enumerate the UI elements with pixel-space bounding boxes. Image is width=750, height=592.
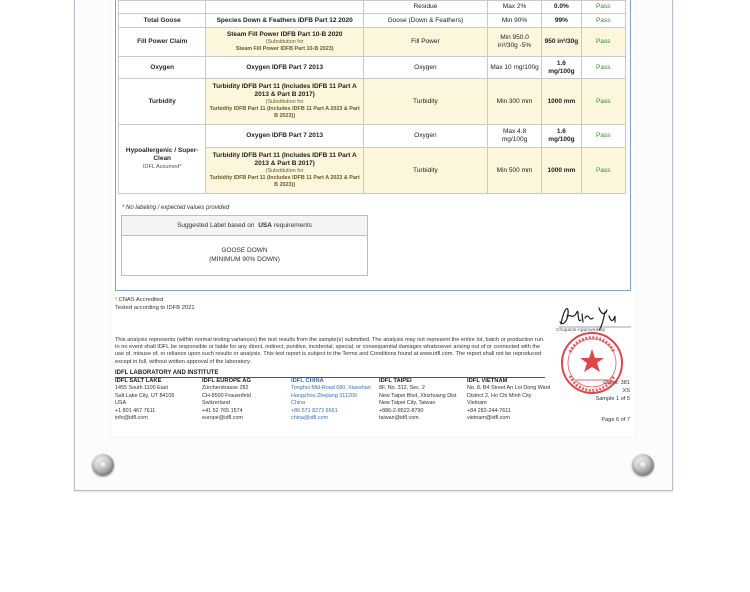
requirement-cell: Min 950.0 in³/30g -5% bbox=[487, 28, 542, 57]
method-cell: Turbidity IDFB Part 11 (Includes IDFB 11 Part A 2013 & Part B 2017) (Substitution for Turbidity IDFB Part 11 (Includes IDFB 11 Part A 2023 & Part B 2023)) bbox=[206, 148, 364, 194]
status-cell: Pass bbox=[581, 79, 625, 125]
parameter-cell: Fill Power bbox=[363, 28, 487, 57]
table-row bbox=[119, 1, 626, 14]
accreditation-note: ¹ CNAS Accredited Tested according to IDFB 2021 bbox=[115, 297, 195, 311]
footnote: * No labeling / expected values provided bbox=[122, 205, 230, 211]
table-row bbox=[119, 28, 626, 57]
requirement-cell: Min 300 mm bbox=[487, 79, 542, 125]
parameter-cell: Oxygen bbox=[363, 57, 487, 79]
mount-screw-left bbox=[92, 454, 114, 476]
requirement-cell: Min 90% bbox=[487, 14, 542, 28]
status-cell: Pass bbox=[581, 125, 625, 148]
office-taipei: IDFL TAIPEI 8F, No. 312, Sec. 2 New Taipei Blvd, Xinzhuang Dist New Taipei City, Taiwan +886-2-8522-8790 taiwan@idfl.com bbox=[379, 378, 457, 422]
method-cell: Species Down & Feathers IDFB Part 12 2020 bbox=[206, 14, 364, 28]
method-cell: Oxygen IDFB Part 7 2013 bbox=[206, 125, 364, 148]
test-name: Oxygen bbox=[119, 57, 206, 79]
requirement-cell: Max 2% bbox=[487, 1, 542, 14]
table-row bbox=[119, 14, 626, 28]
parameter-cell: Turbidity bbox=[363, 79, 487, 125]
suggested-label-text: GOOSE DOWN (MINIMUM 90% DOWN) bbox=[209, 247, 280, 263]
result-cell: 1.6 mg/100g bbox=[542, 57, 581, 79]
method-cell: Steam Fill Power IDFB Part 10-B 2020 (Substitution for Steam Fill Power IDFB Part 10-B 2023) bbox=[206, 28, 364, 57]
table-row bbox=[119, 57, 626, 79]
requirement-cell: Min 500 mm bbox=[487, 148, 542, 194]
parameter-cell: Oxygen bbox=[363, 125, 487, 148]
disclaimer-text: This analysis represents (within normal testing variances) the test results from the sample(s) submitted. The analysis may not represent the entire lot, batch or production run. In no event shall IDFL be responsible or liable for any direct, indirect, punitive, incidental, special, or consequential damages whatsoever arising out of or connected with the use of, misuse of, or reliance upon such results or analysis. This test report is subject to the Terms and Conditions found at www.idfl.com. The report shall not be reproduced except in full, without written approval of the laboratory. bbox=[115, 337, 545, 365]
test-name: Fill Power Claim bbox=[119, 28, 206, 57]
result-cell: 1.6 mg/100g bbox=[542, 125, 581, 148]
parameter-cell: Turbidity bbox=[363, 148, 487, 194]
approval-stamp-icon bbox=[556, 330, 632, 396]
requirement-cell: Max 4.8 mg/100g bbox=[487, 125, 542, 148]
mount-screw-right bbox=[632, 454, 654, 476]
status-cell: Pass bbox=[581, 28, 625, 57]
status-cell: Pass bbox=[581, 1, 625, 14]
results-table bbox=[118, 0, 626, 194]
status-cell: Pass bbox=[581, 57, 625, 79]
result-cell: 950 in³/30g bbox=[542, 28, 581, 57]
table-row bbox=[119, 125, 626, 148]
institute-title: IDFL LABORATORY AND INSTITUTE bbox=[115, 370, 545, 378]
result-cell: 0.0% bbox=[542, 1, 581, 14]
page-number: Page 6 of 7 bbox=[601, 417, 630, 423]
method-cell: Oxygen IDFB Part 7 2013 bbox=[206, 57, 364, 79]
office-vietnam: IDFL VIETNAM No. 8, B4 Street An Loi Dong Ward District 2, Ho Chi Minh City Vietnam +84 282-244-7611 vietnam@idfl.com bbox=[467, 378, 551, 422]
suggested-label-box bbox=[121, 215, 368, 276]
test-name: Hypoallergenic / Super-Clean IDFL Assumed* bbox=[119, 125, 206, 194]
parameter-cell: Residue bbox=[363, 1, 487, 14]
parameter-cell: Goose (Down & Feathers) bbox=[363, 14, 487, 28]
result-cell: 1000 mm bbox=[542, 148, 581, 194]
status-cell: Pass bbox=[581, 14, 625, 28]
result-cell: 1000 mm bbox=[542, 79, 581, 125]
table-row bbox=[119, 79, 626, 125]
test-name: Turbidity bbox=[119, 79, 206, 125]
requirement-cell: Max 10 mg/100g bbox=[487, 57, 542, 79]
office-china: IDFL CHINA Tonghui Mid-Road 680, Xiaoshan Hangzhou Zhejiang 311200 China +86 571 8273 6561 china@idfl.com bbox=[291, 378, 371, 422]
method-cell: Turbidity IDFB Part 11 (Includes IDFB 11 Part A 2013 & Part B 2017) (Substitution for Turbidity IDFB Part 11 (Includes IDFB 11 Part A 2023 & Part B 2023)) bbox=[206, 79, 364, 125]
test-name: Total Goose bbox=[119, 14, 206, 28]
suggested-label-header: Suggested Label based on USA requirements bbox=[122, 216, 367, 236]
status-cell: Pass bbox=[581, 148, 625, 194]
office-europe: IDFL EUROPE AG Zürcherstrasse 282 CH-8500 Frauenfeld Switzerland +41 52 765 1574 europe@idfl.com bbox=[202, 378, 251, 422]
page-info: Client: 381 XS Sample 1 of 5 Page 6 of 7 bbox=[595, 380, 630, 423]
result-cell: 99% bbox=[542, 14, 581, 28]
approved-by-label: Chopacte Approved By bbox=[556, 328, 606, 333]
office-salt-lake: IDFL SALT LAKE 1455 South 1100 East Salt Lake City, UT 84105 USA +1 801 467 7611 info@idfl.com bbox=[115, 378, 175, 422]
